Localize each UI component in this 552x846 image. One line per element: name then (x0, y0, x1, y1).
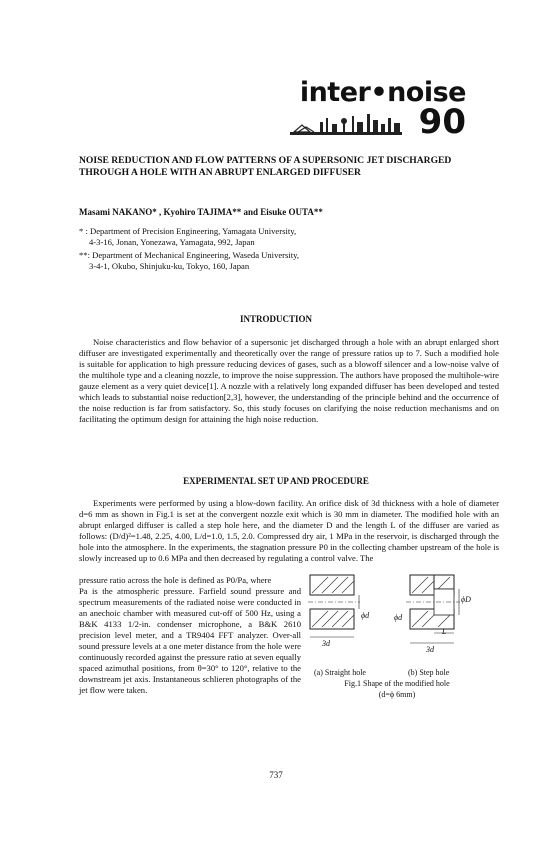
dim-3d-b: 3d (426, 645, 434, 654)
affiliation-2-line-1: **: Department of Mechanical Engineering, Waseda University, (79, 250, 300, 260)
logo-text: inter•noise (299, 77, 466, 108)
figure-label-a: (a) Straight hole (314, 668, 366, 677)
affiliation-1-line-2: 4-3-16, Jonan, Yonezawa, Yamagata, 992, Japan (89, 237, 255, 247)
authors: Masami NAKANO* , Kyohiro TAJIMA** and Eisuke OUTA** (79, 207, 323, 217)
step-hole-diagram (406, 575, 460, 643)
straight-hole-diagram (308, 575, 360, 637)
experimental-column-line-1: pressure ratio across the hole is defined as P0/Pa, where (79, 575, 272, 585)
affiliation-2-line-2: 3-4-1, Okubo, Shinjuku-ku, Tokyo, 160, Japan (89, 261, 250, 271)
experimental-body (79, 498, 499, 564)
introduction-body (79, 337, 499, 425)
figure-caption-sub: (d=ϕ 6mm) (378, 690, 416, 699)
dim-3d-a: 3d (322, 639, 330, 648)
dim-phi-d-b: ϕd (394, 613, 403, 622)
experimental-column-rest: Pa is the atmospheric pressure. Farfield sound pressure and spectrum measurements of the radiated noise were conducted in an anechoic chamber with measured cut-off of 500 Hz, using a B&K 4133 1/2-in. condenser microphone, a B&K 2610 precision level meter, and a TR9404 FFT analyzer. Over-all sound pressure levels at a one meter distance from the hole were continuously recorded against the pressure ratio at seven equally spaced azimuthal positions, from θ=30° to 120°, relative to the downstream jet axis. Instantaneous schlieren photographs of the jet flow were taken. (79, 586, 301, 695)
affiliation-1 (79, 226, 499, 248)
conference-logo (286, 78, 466, 142)
figure-label-b: (b) Step hole (408, 668, 450, 677)
logo-year: 90 (418, 102, 466, 142)
title-line-1: NOISE REDUCTION AND FLOW PATTERNS OF A SUPERSONIC JET DISCHARGED (79, 155, 452, 166)
affiliation-2 (79, 250, 499, 272)
experimental-column-text (79, 575, 301, 696)
experimental-heading: EXPERIMENTAL SET UP AND PROCEDURE (183, 476, 369, 486)
introduction-heading: INTRODUCTION (239, 314, 312, 324)
dim-phi-D: ϕD (461, 595, 471, 604)
experimental-text: Experiments were performed by using a blow-down facility. An orifice disk of 3d thickness with a hole of diameter d=6 mm as shown in Fig.1 is set at the convergent nozzle exit which is 30 mm in diameter. The modified hole with an abrupt enlarged diffuser is called a step hole here, and the diameter D and the length L of the diffuser are varied as follows: (D/d)²=1.48, 2.25, 4.00, L/d=1.0, 1.5, 2.0. Compressed dry air, 1 MPa in the reservoir, is discharged through the hole into the atmosphere. In the experiments, the stagnation pressure P0 in the collecting chamber upstream of the hole is slowly increased up to 0.6 MPa and then decreased by regulating a control valve. The (79, 498, 499, 563)
figure-caption: Fig.1 Shape of the modified hole (344, 679, 450, 688)
introduction-text: Noise characteristics and flow behavior of a supersonic jet discharged through a hole with an abrupt enlarged short diffuser are investigated experimentally and theoretically over the range of pressure ratios up to 7. Such a modified hole is suitable for application to high pressure reducing devices of gases, such as a blowoff silencer and a low-noise valve of the multihole type and a cleaning nozzle, to improve the noise suppression. The authors have proposed the multihole-wire gauze element as a very quiet device[1]. A nozzle with a relatively long expanded diffuser has been developed and tested which leads to substantial noise reduction[2,3], however, the understanding of the principle behind and the occurrence of the noise reduction is far from satisfactory. So, this study focuses on clarifying the noise reduction mechanisms and on facilitating the optimum design for attaining the high noise reduction. (79, 337, 499, 424)
page-number: 737 (269, 770, 283, 780)
affiliation-1-line-1: * : Department of Precision Engineering, Yamagata University, (79, 226, 297, 236)
dim-L: L (442, 627, 447, 636)
dim-phi-d-a: ϕd (361, 611, 370, 620)
skyline-icon (290, 112, 402, 136)
figure-1 (308, 567, 486, 663)
title-line-2: THROUGH A HOLE WITH AN ABRUPT ENLARGED DIFFUSER (79, 167, 361, 178)
paper-title (79, 155, 499, 179)
